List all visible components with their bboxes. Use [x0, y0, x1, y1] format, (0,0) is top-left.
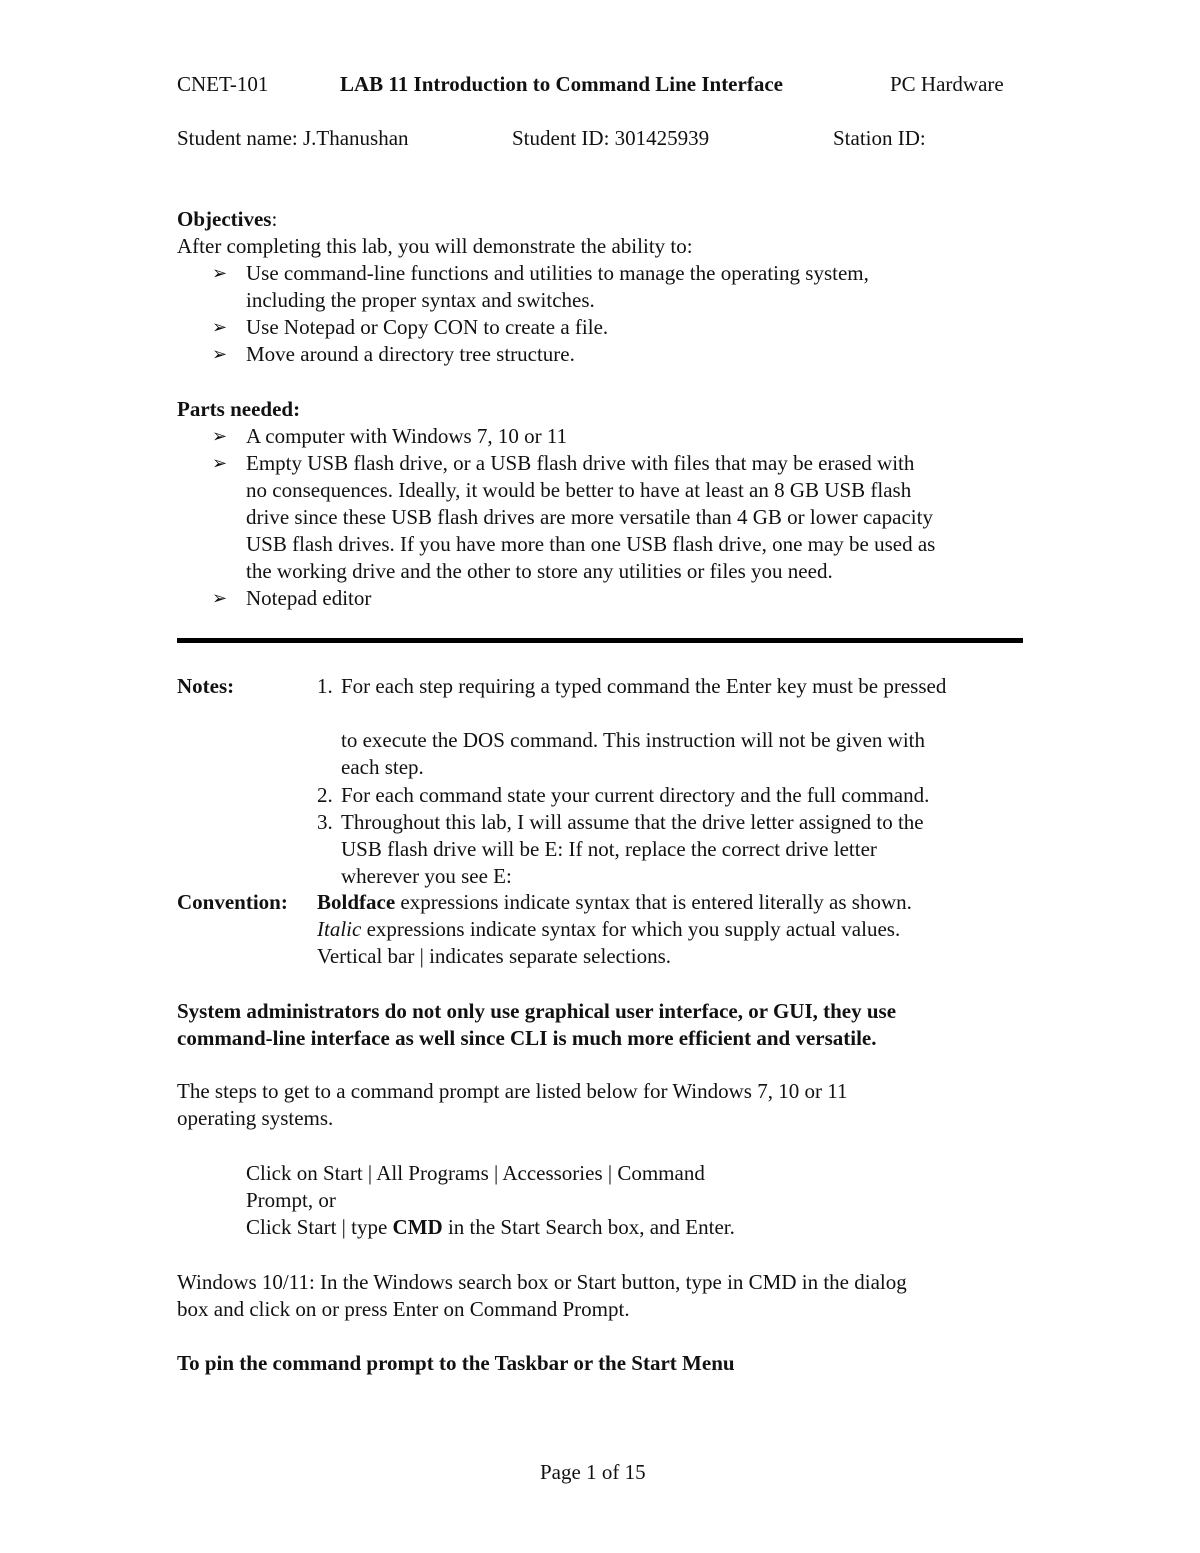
bullet-arrow-icon: ➢	[212, 588, 228, 608]
note-text-cont: wherever you see E:	[341, 864, 512, 888]
note-text-cont: each step.	[341, 755, 424, 779]
convention-bold-line	[317, 889, 912, 916]
note-text-cont: to execute the DOS command. This instruction will not be given with	[341, 728, 926, 752]
objectives-intro: After completing this lab, you will demonstrate the ability to:	[177, 234, 693, 258]
course-code: CNET-101	[177, 72, 269, 96]
note-text: Throughout this lab, I will assume that the drive letter assigned to the	[341, 810, 924, 834]
sysadmin-line: command-line interface as well since CLI is much more efficient and versatile.	[177, 1026, 877, 1050]
parts-item-cont: no consequences. Ideally, it would be better to have at least an 8 GB USB flash	[246, 478, 912, 502]
parts-item-cont: drive since these USB flash drives are more versatile than 4 GB or lower capacity	[246, 505, 933, 529]
convention-italic-rest: expressions indicate syntax for which you supply actual values.	[361, 917, 901, 941]
station-id: Station ID:	[833, 126, 926, 150]
objectives-heading-text: Objectives	[177, 207, 272, 231]
student-id: Student ID: 301425939	[512, 126, 710, 150]
step-line: Prompt, or	[246, 1188, 336, 1212]
step-line	[246, 1214, 735, 1241]
step-cmd: CMD	[392, 1215, 443, 1239]
step-post: in the Start Search box, and Enter.	[442, 1215, 735, 1239]
section-divider	[177, 638, 1023, 643]
objectives-colon: :	[271, 207, 278, 231]
parts-item-cont: the working drive and the other to store any utilities or files you need.	[246, 559, 833, 583]
bullet-arrow-icon: ➢	[212, 426, 228, 446]
objective-item: Move around a directory tree structure.	[246, 342, 575, 366]
parts-item: A computer with Windows 7, 10 or 11	[246, 424, 568, 448]
step-pre: Click Start | type	[246, 1215, 393, 1239]
subject-label: PC Hardware	[890, 72, 1004, 96]
parts-item: Notepad editor	[246, 586, 372, 610]
bullet-arrow-icon: ➢	[212, 317, 228, 337]
parts-item: Empty USB flash drive, or a USB flash drive with files that may be erased with	[246, 451, 915, 475]
step-line: Click on Start | All Programs | Accessories | Command	[246, 1161, 705, 1185]
parts-heading: Parts needed:	[177, 397, 301, 421]
note-number: 1.	[317, 674, 333, 698]
lab-title: LAB 11 Introduction to Command Line Interface	[340, 72, 783, 96]
objective-item-cont: including the proper syntax and switches.	[246, 288, 595, 312]
convention-label: Convention:	[177, 890, 288, 914]
note-number: 3.	[317, 810, 333, 834]
steps-intro-line: operating systems.	[177, 1106, 334, 1130]
steps-intro-line: The steps to get to a command prompt are listed below for Windows 7, 10 or 11	[177, 1079, 848, 1103]
parts-item-cont: USB flash drives. If you have more than one USB flash drive, one may be used as	[246, 532, 936, 556]
objective-item: Use command-line functions and utilities to manage the operating system,	[246, 261, 869, 285]
objectives-heading	[177, 206, 277, 233]
convention-italic-word: Italic	[317, 917, 362, 941]
pin-heading: To pin the command prompt to the Taskbar or the Start Menu	[177, 1351, 735, 1375]
note-text-cont: USB flash drive will be E: If not, replace the correct drive letter	[341, 837, 877, 861]
note-text: For each command state your current directory and the full command.	[341, 783, 930, 807]
win10-line: Windows 10/11: In the Windows search box or Start button, type in CMD in the dialog	[177, 1270, 907, 1294]
note-number: 2.	[317, 783, 333, 807]
convention-bold-rest: expressions indicate syntax that is entered literally as shown.	[395, 890, 912, 914]
note-text: For each step requiring a typed command the Enter key must be pressed	[341, 674, 947, 698]
win10-line: box and click on or press Enter on Command Prompt.	[177, 1297, 630, 1321]
bullet-arrow-icon: ➢	[212, 263, 228, 283]
convention-bold-word: Boldface	[317, 890, 396, 914]
convention-bar-line: Vertical bar | indicates separate selections.	[317, 944, 672, 968]
notes-label: Notes:	[177, 674, 235, 698]
bullet-arrow-icon: ➢	[212, 344, 228, 364]
page-footer: Page 1 of 15	[540, 1460, 646, 1484]
objective-item: Use Notepad or Copy CON to create a file.	[246, 315, 609, 339]
bullet-arrow-icon: ➢	[212, 453, 228, 473]
convention-italic-line	[317, 916, 900, 943]
sysadmin-line: System administrators do not only use graphical user interface, or GUI, they use	[177, 999, 897, 1023]
student-name: Student name: J.Thanushan	[177, 126, 409, 150]
